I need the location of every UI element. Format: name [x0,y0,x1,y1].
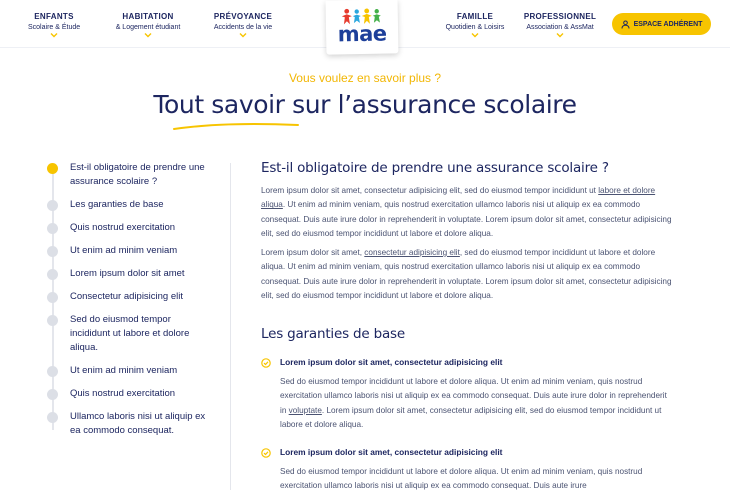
page-title: Tout savoir sur l’assurance scolaire [153,90,577,119]
chevron-down-icon [556,32,564,38]
toc-item[interactable]: Est-il obligatoire de prendre une assurance scolaire ? [70,162,205,187]
toc-dot [47,269,58,280]
espace-adherent-label: ESPACE ADHÉRENT [633,20,703,28]
toc-dot [47,315,58,326]
nav-enfants[interactable] [28,12,80,38]
nav-professionnel-sub: Association & AssMat [526,24,594,31]
section-heading-garanties: Les garanties de base [261,326,405,342]
paragraph: Lorem ipsum dolor sit amet, consectetur adipisicing elit, sed do eiusmod tempor incididunt ut labore et dolore aliqua. Ut enim ad minim veniam, quis nostrud exercitation ullamco laboris nisi ut aliquip ex ea commodo consequat. Duis aute irure dolor in reprehenderit in voluptate. Lorem ipsum dolor sit amet, consectetur adipisicing elit, sed do eiusmod tempor incididunt ut labore et dolore aliqua. [261,248,672,300]
nav-habitation-title: HABITATION [122,12,174,21]
toc-item[interactable]: Les garanties de base [70,199,164,210]
nav-enfants-title: ENFANTS [34,12,74,21]
guarantee-title: Lorem ipsum dolor sit amet, consectetur adipisicing elit [280,447,503,457]
paragraph: Lorem ipsum dolor sit amet, consectetur adipisicing elit, sed do eiusmod tempor incididunt ut labore et dolore aliqua. Ut enim ad minim veniam, quis nostrud exercitation ullamco laboris nisi ut aliquip ex ea commodo consequat. Duis aute irure dolor in reprehenderit in voluptate. Lorem ipsum dolor sit amet, consectetur adipisicing elit, sed do eiusmod tempor incididunt ut labore et dolore aliqua. [261,186,672,238]
mae-logo[interactable] [326,0,399,55]
chevron-down-icon [144,32,152,38]
check-circle-icon [261,358,271,368]
toc-dot [47,389,58,400]
toc-item[interactable]: Consectetur adipisicing elit [70,291,184,302]
toc-dot [47,163,58,174]
section-heading-obligatoire: Est-il obligatoire de prendre une assurance scolaire ? [261,160,609,176]
nav-enfants-sub: Scolaire & Étude [28,24,81,31]
nav-famille-title: FAMILLE [456,12,494,21]
title-underline [173,122,299,132]
espace-adherent-button[interactable] [612,13,711,35]
toc-dot [47,412,58,423]
inline-link[interactable]: labore et dolore aliqua [261,186,656,210]
nav-professionnel[interactable] [522,12,598,38]
nav-prevoyance-title: PRÉVOYANCE [213,12,273,21]
toc-dot [47,246,58,257]
user-icon [621,20,630,29]
guarantee-title: Lorem ipsum dolor sit amet, consectetur adipisicing elit [280,357,503,367]
nav-famille[interactable] [444,12,506,38]
toc-item[interactable]: Ut enim ad minim veniam [70,245,178,256]
toc-dot [47,223,58,234]
site-header [0,0,730,48]
toc-item[interactable]: Sed do eiusmod tempor incididunt ut labore et dolore aliqua. [70,314,190,353]
logo-text: mae [337,21,387,47]
column-divider [230,163,231,490]
toc-item[interactable]: Ullamco laboris nisi ut aliquip ex ea commodo consequat. [70,411,206,436]
toc-item[interactable]: Quis nostrud exercitation [70,222,176,233]
nav-habitation[interactable] [112,12,184,38]
hero-kicker: Vous voulez en savoir plus ? [288,71,442,85]
inline-link[interactable]: consectetur adipisicing elit [364,248,460,257]
guarantee-text: Sed do eiusmod tempor incididunt ut labore et dolore aliqua. Ut enim ad minim veniam, quis nostrud exercitation ullamco laboris nisi ut aliquip ex ea commodo consequat. Duis aute irure [280,467,643,490]
toc-dot [47,200,58,211]
guarantee-text: Sed do eiusmod tempor incididunt ut labore et dolore aliqua. Ut enim ad minim veniam, quis nostrud exercitation ullamco laboris nisi ut aliquip ex ea commodo consequat. Duis aute irure dolor in reprehenderit in voluptate. Lorem ipsum dolor sit amet, consectetur adipisicing elit, sed do eiusmod tempor incididunt ut labore et dolore aliqua. [280,377,667,429]
toc-dot [47,292,58,303]
chevron-down-icon [471,32,479,38]
inline-link[interactable]: voluptate [288,405,322,415]
nav-professionnel-title: PROFESSIONNEL [523,12,597,21]
toc-item[interactable]: Quis nostrud exercitation [70,388,176,399]
nav-habitation-sub: & Logement étudiant [115,24,181,31]
toc-item[interactable]: Lorem ipsum dolor sit amet [70,268,185,279]
chevron-down-icon [239,32,247,38]
nav-prevoyance[interactable] [210,12,276,38]
toc-item[interactable]: Ut enim ad minim veniam [70,365,178,376]
chevron-down-icon [50,32,58,38]
nav-famille-sub: Quotidien & Loisirs [445,24,505,31]
check-circle-icon [261,448,271,458]
nav-prevoyance-sub: Accidents de la vie [213,24,273,31]
toc-dot [47,366,58,377]
